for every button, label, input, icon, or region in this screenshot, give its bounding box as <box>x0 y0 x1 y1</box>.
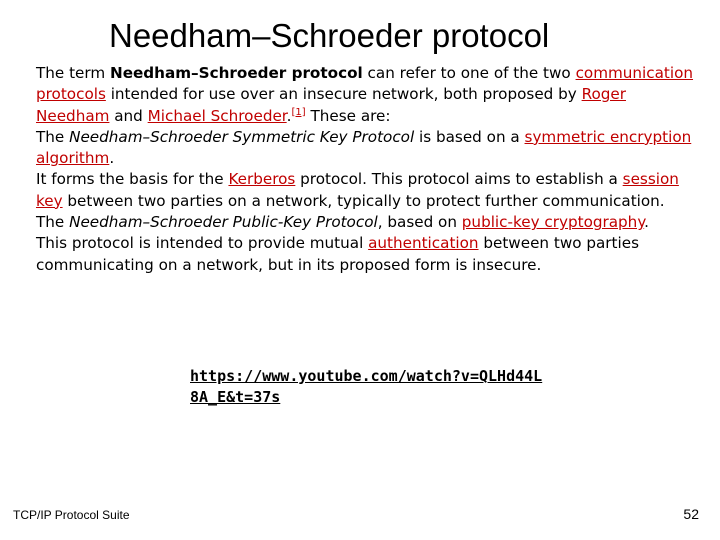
link-authentication[interactable]: authentication <box>368 234 479 253</box>
link-symmetric-encryption[interactable]: symmetric encryption algorithm <box>36 127 692 168</box>
page-number: 52 <box>683 506 699 522</box>
text-segment: intended for use over an insecure network, both proposed by <box>105 85 582 104</box>
italic-term: Needham–Schroeder Symmetric Key Protocol <box>69 127 415 146</box>
text-segment: . <box>109 149 115 168</box>
link-public-key-cryptography[interactable]: public-key cryptography <box>461 213 645 232</box>
text-segment: This protocol is intended to provide mutual <box>36 234 369 253</box>
text-segment: The <box>36 127 70 146</box>
paragraph-authentication <box>36 233 704 276</box>
text-segment: can refer to one of the two <box>362 64 576 82</box>
paragraph-intro <box>36 63 704 127</box>
video-link[interactable]: https://www.youtube.com/watch?v=QLHd44L8A_E&t=37s <box>190 367 543 406</box>
link-roger-needham[interactable]: Roger Needham <box>36 85 626 125</box>
text-segment: These are: <box>305 106 391 125</box>
bold-term: Needham–Schroeder protocol <box>109 64 363 82</box>
paragraph-symmetric <box>36 127 704 170</box>
text-segment: It forms the basis for the <box>36 170 229 189</box>
link-session-key[interactable]: session key <box>36 170 679 210</box>
text-segment: , based on <box>377 213 462 232</box>
link-michael-schroeder[interactable]: Michael Schroeder <box>147 106 287 125</box>
slide-body <box>36 63 704 276</box>
text-segment: between two parties communicating on a network, but in its proposed form is insecure. <box>36 234 639 274</box>
text-segment: The term <box>36 64 110 82</box>
text-segment: protocol. This protocol aims to establish a <box>295 170 623 189</box>
footer-course-title: TCP/IP Protocol Suite <box>13 508 130 522</box>
italic-term: Needham–Schroeder Public-Key Protocol <box>69 213 378 232</box>
text-segment: The <box>36 213 70 232</box>
text-segment: between two parties on a network, typically to protect further communication. <box>62 191 665 210</box>
text-segment: and <box>109 106 148 125</box>
slide-title: Needham–Schroeder protocol <box>109 17 550 54</box>
text-segment: . <box>644 213 649 232</box>
text-segment: is based on a <box>414 127 525 146</box>
paragraph-public-key <box>36 212 704 233</box>
footnote-reference[interactable]: [1] <box>291 106 306 118</box>
link-communication-protocols[interactable]: communication protocols <box>36 64 694 104</box>
paragraph-kerberos <box>36 169 704 212</box>
link-kerberos[interactable]: Kerberos <box>228 170 296 189</box>
text-segment: . <box>286 106 292 125</box>
